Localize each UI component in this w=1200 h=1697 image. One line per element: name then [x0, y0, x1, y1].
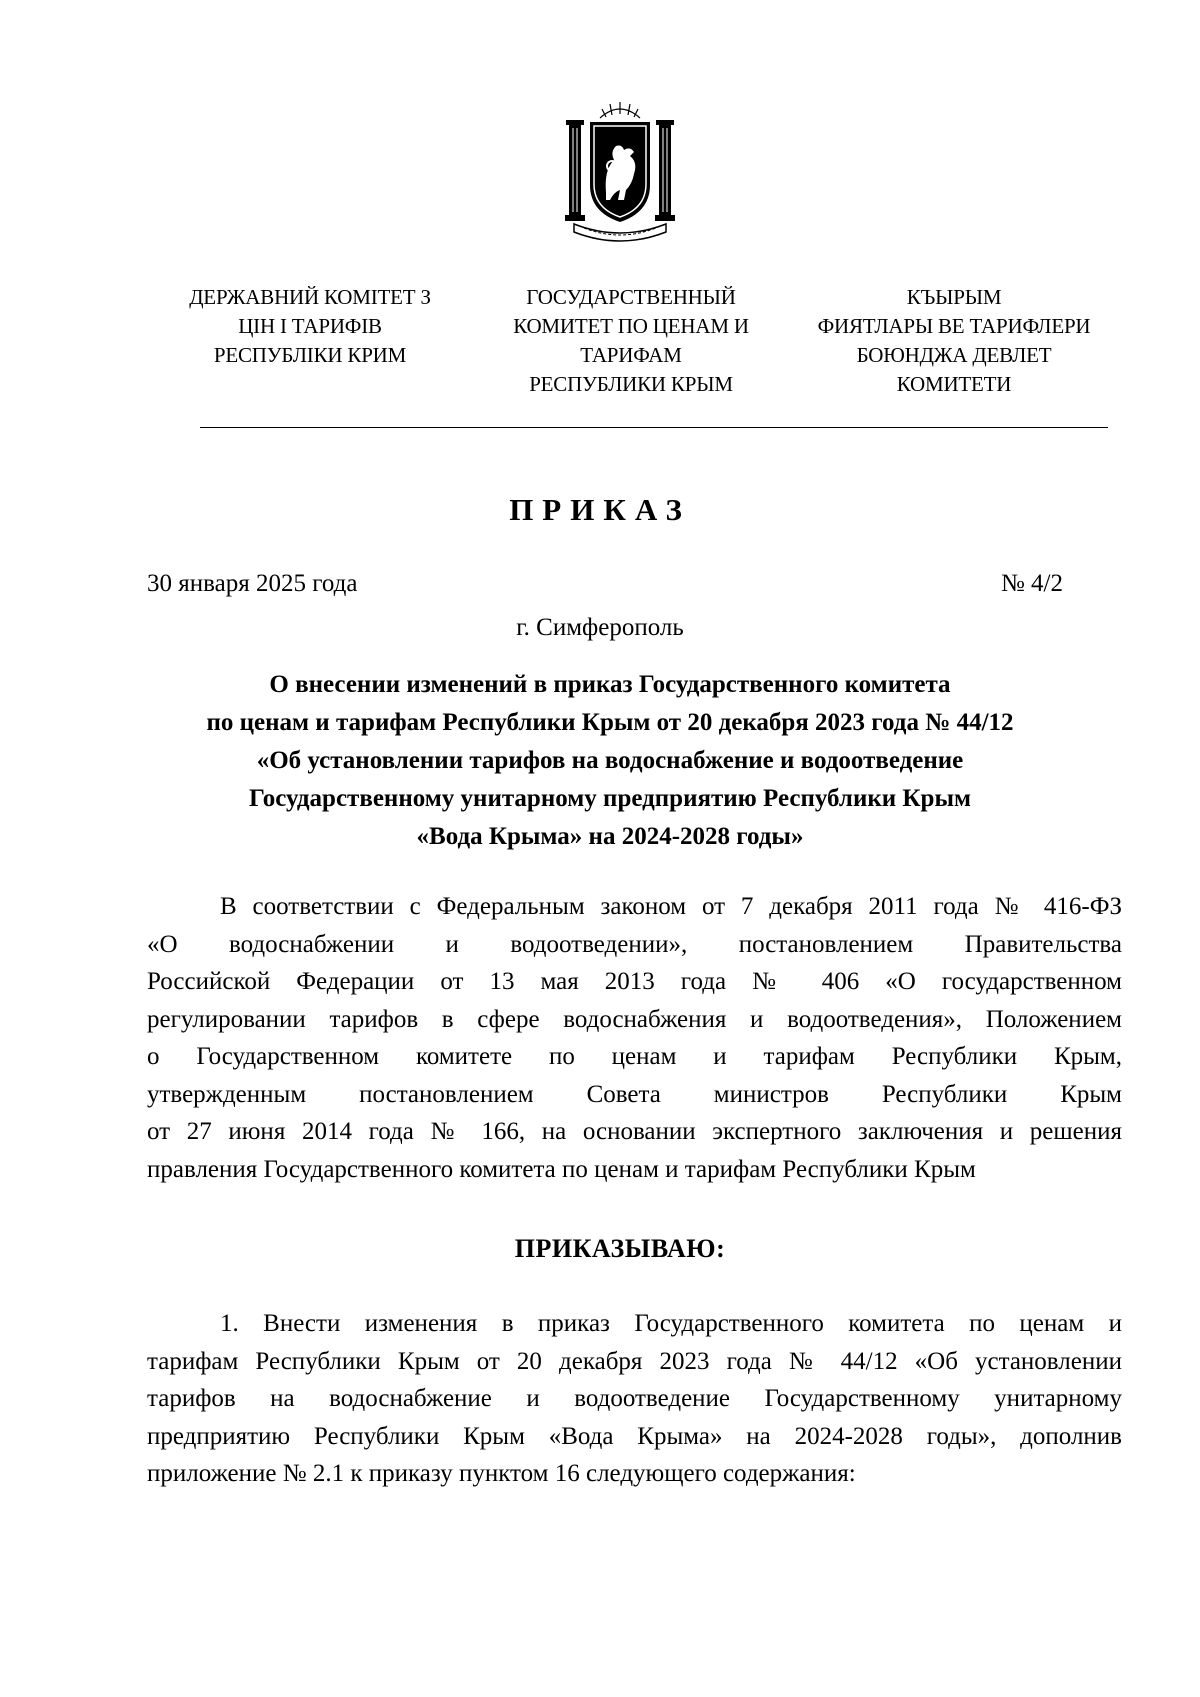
heading-line: Государственному унитарному предприятию Республики Крым — [249, 785, 971, 812]
org-line: ФИЯТЛАРЫ ВЕ ТАРИФЛЕРИ — [817, 314, 1091, 338]
paragraph-line: В соответствии с Федеральным законом от 7 декабря 2011 года № 416-ФЗ — [220, 893, 1122, 920]
org-line: ДЕРЖАВНИЙ КОМІТЕТ З — [189, 285, 431, 309]
heading-line: по ценам и тарифам Республики Крым от 20 декабря 2023 года № 44/12 — [206, 709, 1014, 736]
paragraph-line: тарифов на водоснабжение и водоотведение Государственному унитарному — [147, 1385, 1122, 1412]
org-name-crimean-tatar — [798, 283, 1110, 399]
paragraph-line: 1. Внести изменения в приказ Государственного комитета по ценам и — [220, 1310, 1122, 1337]
header-divider — [200, 427, 1108, 428]
heading-line: «Об установлении тарифов на водоснабжение и водоотведение — [256, 747, 964, 774]
document-date: 30 января 2025 года — [147, 570, 358, 597]
org-line: РЕСПУБЛИКИ КРЫМ — [529, 372, 733, 396]
paragraph-line: о Государственном комитете по ценам и тарифам Республики Крым, — [147, 1043, 1122, 1070]
paragraph-line: утвержденным постановлением Совета министров Республики Крым — [147, 1080, 1122, 1108]
crimea-emblem-icon — [560, 100, 680, 250]
order-word: ПРИКАЗЫВАЮ: — [514, 1234, 726, 1263]
org-line: КЪЫРЫМ — [906, 285, 1002, 309]
org-name-ukrainian — [160, 283, 460, 370]
item-1-paragraph — [147, 1305, 1122, 1493]
paragraph-line: тарифам Республики Крым от 20 декабря 2023 года № 44/12 «Об установлении — [147, 1347, 1122, 1375]
paragraph-line: приложение № 2.1 к приказу пунктом 16 следующего содержания: — [147, 1460, 856, 1487]
paragraph-line: от 27 июня 2014 года № 166, на основании экспертного заключения и решения — [147, 1118, 1122, 1145]
paragraph-line: правления Государственного комитета по ценам и тарифам Республики Крым — [147, 1155, 976, 1183]
org-name-russian — [478, 283, 784, 399]
paragraph-line: предприятию Республики Крым «Вода Крыма» на 2024-2028 годы», дополнив — [147, 1422, 1122, 1450]
org-line: ГОСУДАРСТВЕННЫЙ — [526, 285, 736, 309]
document-number: № 4/2 — [1000, 570, 1063, 597]
document-heading — [150, 666, 1070, 856]
org-line: РЕСПУБЛІКИ КРИМ — [213, 343, 407, 367]
paragraph-line: регулировании тарифов в сфере водоснабжения и водоотведения», Положением — [147, 1005, 1122, 1033]
org-line: БОЮНДЖА ДЕВЛЕТ — [856, 343, 1052, 367]
document-city: г. Симферополь — [516, 614, 684, 641]
org-line: КОМИТЕТИ — [896, 372, 1012, 396]
paragraph-line: «О водоснабжении и водоотведении», постановлением Правительства — [147, 930, 1122, 958]
org-line: ТАРИФАМ — [580, 343, 682, 367]
org-line: ЦІН І ТАРИФІВ — [238, 314, 382, 338]
paragraph-line: Российской Федерации от 13 мая 2013 года № 406 «О государственном — [147, 968, 1122, 995]
org-line: КОМИТЕТ ПО ЦЕНАМ И — [513, 314, 749, 338]
heading-line: «Вода Крыма» на 2024-2028 годы» — [416, 823, 804, 850]
document-title: ПРИКАЗ — [509, 492, 691, 527]
preamble-paragraph — [147, 888, 1122, 1188]
heading-line: О внесении изменений в приказ Государственного комитета — [269, 671, 951, 698]
